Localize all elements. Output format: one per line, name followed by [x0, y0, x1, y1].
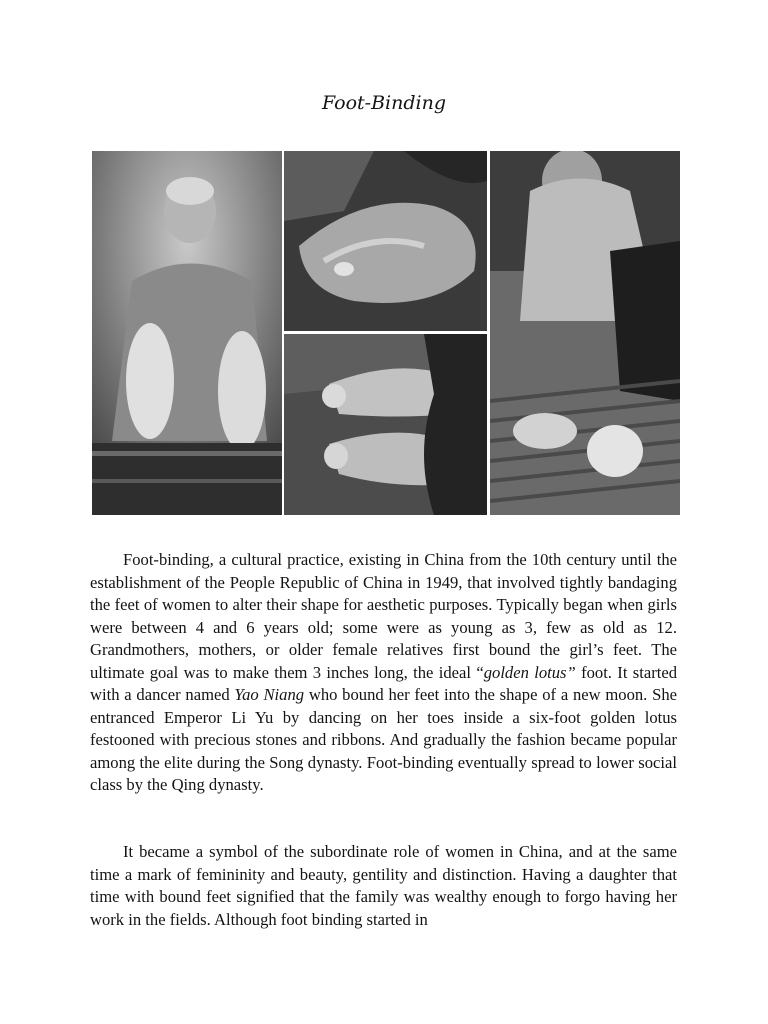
paragraph-text: Foot-binding, a cultural practice, existing in China from the 10th century until the establishment of the People Republic of China in 1949, that involved tightly bandaging the feet of women to alter their shape for aesthetic purposes. Typically began when girls were between 4 and 6 years old; some were as young as 3, few as old as 12. Grandmothers, mothers, or older female relatives first bound the girl’s feet. The ultimate goal was to make them 3 inches long, the ideal “ [90, 550, 677, 682]
photo-collage [92, 151, 680, 515]
emphasis-golden-lotus: golden lotus” [483, 662, 576, 682]
paragraph-text: who bound her feet into the shape of a new moon. She entranced Emperor Li Yu by dancing on her toes inside a six-foot golden lotus festooned with precious stones and ribbons. And gradually the fashion became popular among the elite during the Song dynasty. Foot-binding eventually spread to lower social class by the Qing dynasty. [90, 685, 677, 794]
photo-bound-foot-closeup [284, 151, 487, 331]
photo-elderly-woman-feet [92, 151, 282, 515]
paragraph-history [90, 549, 677, 797]
photo-woman-tending-feet [490, 151, 680, 515]
photo-pair-of-bound-feet [284, 334, 487, 515]
emphasis-yao-niang: Yao Niang [234, 685, 305, 704]
paragraph-symbolism: It became a symbol of the subordinate role of women in China, and at the same time a mark of femininity and beauty, gentility and distinction. Having a daughter that time with bound feet signified that the family was wealthy enough to forgo having her work in the fields. Although foot binding started in [90, 842, 677, 929]
paragraph-text: foot. It started with a dancer named [90, 662, 677, 704]
page-title: Foot-Binding [322, 92, 446, 114]
